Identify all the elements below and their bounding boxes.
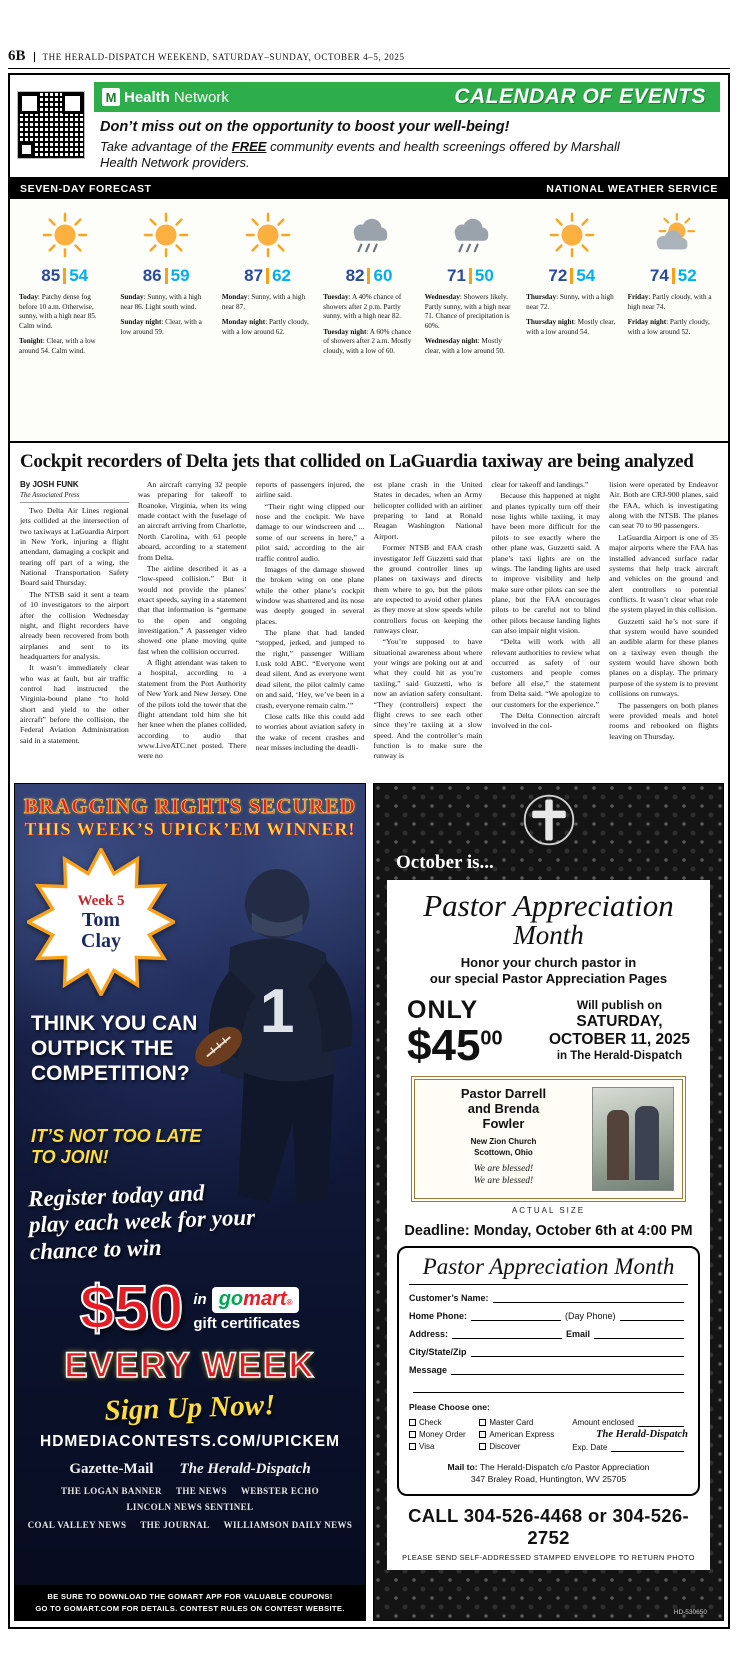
- forecast-text: [222, 293, 313, 312]
- newspaper-logo: Gazette-Mail: [69, 1461, 154, 1477]
- forecast-detail: : Sunny, with a high near 87.: [221, 293, 306, 311]
- honor-line: our special Pastor Appreciation Pages: [429, 971, 668, 987]
- article-paragraph: Former NTSB and FAA crash investigator Jeff Guzzetti said that the ground controller lines up planes on taxiways and directs them where to go, but the pilots are expected to avoid other planes as they move at slow speeds while controllers focus on keeping the runways clear.: [373, 543, 483, 636]
- low-temp: 54: [576, 266, 596, 285]
- forecast-label: Sunday night: [120, 318, 162, 327]
- payment-label: Money Order: [419, 1430, 466, 1440]
- high-temp: 71: [447, 266, 466, 285]
- winner-text: [27, 848, 175, 996]
- health-ad-text: [94, 112, 720, 172]
- forecast-text: [120, 293, 211, 312]
- article-paragraph: est plane crash in the United States in decades, when an Army helicopter collided with an airliner preparing to land at Ronald Reagan Washington National Airport.: [373, 480, 483, 541]
- newspaper-logo: The Herald-Dispatch: [179, 1461, 311, 1477]
- forecast-detail: : Mostly clear, with a low around 54.: [526, 318, 616, 336]
- price-block: [407, 995, 503, 1070]
- qr-code: [18, 92, 84, 158]
- byline: By JOSH FUNK: [20, 480, 79, 489]
- script-line: chance to win: [29, 1234, 162, 1265]
- forecast-label: Monday: [221, 293, 248, 302]
- forecast-label: Friday: [627, 293, 649, 302]
- free-highlight: FREE: [231, 139, 267, 154]
- high-temp: 85: [41, 266, 61, 285]
- newspaper-logo: THE JOURNAL: [140, 1520, 210, 1530]
- amount-enclosed-row: [572, 1418, 688, 1427]
- sun-icon: [222, 209, 313, 261]
- forecast-label: Tuesday: [323, 293, 349, 302]
- checkbox: [409, 1419, 416, 1426]
- payment-choose-label: Please Choose one:: [409, 1402, 490, 1413]
- payment-label: Master Card: [489, 1418, 534, 1428]
- form-field-city: [409, 1347, 688, 1357]
- article-paragraph: The NTSB said it sent a team of 10 investigators to the airport after the collision Wednesday night, and flight recorders have already been recovered from both airplanes and sent to its headquarters for analysis.: [20, 589, 129, 661]
- temp-divider: [570, 268, 573, 284]
- in-label: in: [193, 1291, 207, 1308]
- form-title: Pastor Appreciation Month: [409, 1254, 688, 1285]
- mail-to-text: [409, 1461, 688, 1485]
- article-paragraph: reports of passengers injured, the airline said.: [255, 480, 365, 500]
- message-input-line-2: [413, 1383, 684, 1393]
- qr-finder: [19, 142, 34, 157]
- high-temp: 82: [345, 266, 365, 285]
- article-column: [138, 480, 247, 763]
- upickem-ad: [14, 783, 366, 1621]
- page-frame: [8, 73, 730, 1629]
- forecast-days: [10, 199, 728, 441]
- high-temp: 72: [548, 266, 568, 285]
- checkbox: [479, 1443, 486, 1450]
- sample-text: [423, 1087, 584, 1191]
- message-input-line: [451, 1365, 684, 1375]
- every-week-text: EVERY WEEK: [64, 1346, 316, 1385]
- email-input-line: [594, 1329, 684, 1339]
- newspaper-logo: THE LOGAN BANNER: [61, 1486, 162, 1496]
- article-paragraph: Because this happened at night and planes typically turn off their nose lights while taxiing, it may have been more difficult for the pilots to see exactly where the other plane was, Guzzetti said. A plane’s taxi lights are on the wings. The landing lights are used to improve visibility and help make sure other pilots can see the plane, but the FAA encourages pilots to be careful not to blind other pilots because landing lights can also impair night vision.: [491, 491, 601, 636]
- registered-mark: ®: [286, 1297, 293, 1307]
- newspaper-logo: WILLIAMSON DAILY NEWS: [223, 1520, 353, 1530]
- high-temp: 86: [142, 266, 162, 285]
- not-too-late-text: IT’S NOT TOO LATE TO JOIN!: [31, 1126, 202, 1167]
- forecast-text: [425, 337, 516, 356]
- health-ad-banner: [94, 82, 720, 112]
- newspaper-logo: WEBSTER ECHO: [240, 1486, 319, 1496]
- sun-icon: [120, 209, 211, 261]
- temperatures: [526, 265, 617, 287]
- health-wordmark: Health: [124, 88, 170, 106]
- home-phone-input-line: [471, 1311, 561, 1321]
- form-field-message: [409, 1365, 688, 1375]
- temp-divider: [367, 268, 370, 284]
- sample-name-line: Pastor Darrell: [460, 1086, 547, 1102]
- rain-icon: [323, 209, 414, 261]
- body-text: Take advantage of the: [100, 139, 232, 154]
- prize-row: [15, 1274, 365, 1343]
- pastor-ad-content: [387, 880, 710, 1570]
- article-paragraph: Close calls like this could add to worries about aviation safety in the wake of recent crashes and near misses including the deadli-: [255, 711, 365, 752]
- field-label: City/State/Zip: [409, 1347, 467, 1358]
- high-temp: 87: [244, 266, 264, 285]
- payment-option-visa: [409, 1442, 473, 1451]
- pastor-couple-photo: [592, 1087, 674, 1191]
- article-columns: [20, 480, 718, 763]
- article-column: [491, 480, 600, 763]
- partly-cloudy-icon: [628, 209, 719, 261]
- news-agency: The Associated Press: [20, 491, 129, 503]
- forecast-detail: : A 60% chance of showers after 2 a.m. Mostly cloudy, with a low of 60.: [323, 327, 412, 355]
- calendar-of-events-title: CALENDAR OF EVENTS: [454, 85, 706, 108]
- form-field-address: [409, 1329, 688, 1339]
- checkbox: [409, 1431, 416, 1438]
- cross-icon: [374, 784, 723, 848]
- address-input-line: [452, 1329, 562, 1339]
- article-paragraph: LaGuardia Airport is one of 35 major airports where the FAA has installed advanced surface radar systems that help track aircraft and vehicles on the ground and alert controllers to potential conflicts. It wasn’t clear what role the system played in this collision.: [609, 532, 718, 615]
- pastor-appreciation-title: [397, 890, 700, 949]
- temp-divider: [672, 268, 675, 284]
- order-form: [397, 1246, 700, 1495]
- sample-ad-box: [411, 1076, 686, 1202]
- sample-church-line: New Zion Church: [470, 1137, 537, 1147]
- contest-url: HDMEDIACONTESTS.COM/UPICKEM: [40, 1433, 340, 1450]
- customer-name-input-line: [493, 1293, 684, 1303]
- low-temp: 59: [170, 266, 190, 285]
- sample-name-line: Fowler: [482, 1116, 525, 1132]
- weather-source: NATIONAL WEATHER SERVICE: [546, 183, 718, 195]
- network-wordmark: Network: [173, 88, 229, 106]
- forecast-label: Today: [19, 293, 38, 302]
- amount-label: Amount enclosed: [572, 1418, 635, 1428]
- forecast-detail: : Sunny, with a high near 86. Light south wind.: [120, 293, 202, 311]
- footer-line: GO TO GOMART.COM FOR DETAILS. CONTEST RULES ON CONTEST WEBSITE.: [35, 1603, 345, 1613]
- form-field-home-phone: [409, 1311, 688, 1321]
- forecast-detail: : Partly cloudy, with a low around 62.: [221, 318, 309, 336]
- payment-column: [409, 1415, 473, 1452]
- article-column: [20, 480, 129, 763]
- article-paragraph: Images of the damage showed the broken wing on one plane while the other plane’s cockpit window was shattered and its nose was deeply gouged in several places.: [255, 564, 365, 626]
- temperatures: [120, 265, 211, 287]
- forecast-day-today: [14, 209, 115, 429]
- article-headline: Cockpit recorders of Delta jets that collided on LaGuardia taxiway are being analyzed: [20, 451, 694, 472]
- mail-to-label: Mail to:: [447, 1462, 478, 1473]
- advertisements-row: [10, 779, 728, 1627]
- temp-divider: [63, 268, 66, 284]
- article-paragraph: The Delta Connection aircraft involved in the col-: [491, 710, 601, 731]
- payment-column: [479, 1415, 566, 1452]
- forecast-label: Tonight: [19, 337, 43, 346]
- page-header: [8, 48, 730, 69]
- health-ad-body: [100, 139, 660, 172]
- payment-option-amex: [479, 1430, 566, 1439]
- payment-option-mastercard: [479, 1418, 566, 1427]
- day-phone-input-line: [620, 1311, 684, 1321]
- price-dollars: $45: [407, 1020, 481, 1070]
- forecast-detail: : Clear, with a low around 59.: [120, 318, 202, 336]
- payment-options: [409, 1415, 688, 1452]
- script-line: Register today and: [27, 1180, 205, 1212]
- forecast-text: [323, 293, 414, 322]
- temperatures: [628, 265, 719, 287]
- news-article: [10, 443, 728, 779]
- sample-message-line: We are blessed!: [473, 1164, 534, 1175]
- only-label: ONLY: [407, 995, 479, 1024]
- ad-code: HD-530650: [673, 1609, 707, 1616]
- low-temp: 50: [474, 266, 494, 285]
- body-text: community events and health screenings offered by Marshall Health Network providers.: [100, 139, 620, 171]
- health-ad-headline: Don’t miss out on the opportunity to boost your well-being!: [100, 119, 510, 135]
- gomart-footer-bar: [15, 1585, 365, 1620]
- high-temp: 74: [649, 266, 669, 285]
- city-input-line: [471, 1347, 684, 1357]
- temp-divider: [469, 268, 472, 284]
- publish-info: [549, 998, 690, 1063]
- outpick-competition-text: THINK YOU CAN OUTPICK THE COMPETITION?: [31, 1012, 198, 1085]
- forecast-detail: : Sunny, with a high near 72.: [526, 293, 614, 311]
- article-paragraph: “You’re supposed to have situational awareness about where your wings are poking out at and what they could hit as you’re taxiing,” said Guzzetti, who is now an aviation safety consultant. “They (controllers) expect the flight crews to see each other since they’re taxiing at a slow speed. And the controller’s main function is to make sure the runway is: [373, 637, 483, 761]
- low-temp: 60: [373, 266, 393, 285]
- exp-input-line: [611, 1444, 684, 1452]
- article-column: [609, 480, 718, 763]
- forecast-text: [19, 337, 110, 356]
- marshall-m-icon: M: [102, 88, 120, 106]
- honor-line: Honor your church pastor in: [460, 955, 637, 971]
- article-paragraph: An aircraft carrying 32 people was preparing for takeoff to Roanoke, Virginia, when its wing made contact with the fuselage of an aircraft arriving from Charlotte, North Carolina, with 61 people aboard, according to a statement from Delta.: [137, 480, 247, 562]
- day-phone-label: (Day Phone): [565, 1311, 616, 1322]
- payment-label: Check: [419, 1418, 442, 1428]
- field-label: Customer’s Name:: [409, 1293, 489, 1304]
- payment-option-discover: [479, 1442, 566, 1451]
- forecast-text: [526, 318, 617, 337]
- deadline-text: Deadline: Monday, October 6th at 4:00 PM: [404, 1223, 693, 1240]
- forecast-text: [120, 318, 211, 337]
- payment-label: American Express: [489, 1430, 555, 1440]
- checkbox: [479, 1419, 486, 1426]
- forecast-text: [628, 293, 719, 312]
- forecast-label: Wednesday: [424, 293, 460, 302]
- forecast-day-friday: [623, 209, 724, 429]
- low-temp: 52: [677, 266, 697, 285]
- sun-icon: [19, 209, 110, 261]
- sample-message-line: We are blessed!: [473, 1176, 534, 1187]
- forecast-text: [526, 293, 617, 312]
- forecast-detail: : A 40% chance of showers after 2 p.m. Partly sunny, with a high near 82.: [323, 293, 402, 321]
- sign-up-now-text: Sign Up Now!: [104, 1389, 276, 1427]
- forecast-title: SEVEN-DAY FORECAST: [20, 183, 152, 195]
- article-paragraph: A flight attendant was taken to a hospital, according to a statement from the Port Authority of New York and New Jersey. One of the pilots told the tower that the flight attendant told him she hit her knee when the planes collided, according to audio that www.LiveATC.net posted. There were no: [137, 658, 247, 761]
- forecast-label: Monday night: [221, 318, 266, 327]
- page-number: 6B: [8, 48, 26, 64]
- article-paragraph: clear for takeoff and landings.”: [491, 480, 589, 489]
- call-phone-numbers: CALL 304-526-4468 or 304-526-2752: [408, 1504, 689, 1548]
- forecast-label: Friday night: [627, 318, 667, 327]
- forecast-label: Thursday night: [526, 318, 574, 327]
- temperatures: [425, 265, 516, 287]
- forecast-day-sunday: [115, 209, 216, 429]
- forecast-text: [19, 293, 110, 331]
- article-paragraph: “Their right wing clipped our nose and the cockpit. We have damage to our windscreen and ... some of our screens in here,” a pilot said, according to the air traffic control audio.: [255, 501, 365, 563]
- upickem-winner-headline: THIS WEEK’S UPICK’EM WINNER!: [24, 819, 356, 839]
- prize-amount: $50: [79, 1274, 184, 1343]
- article-paragraph: Guzzetti said he’s not sure if that system would have sounded an audible alarm for these planes on a taxiway even though the system would have shown both planes on a display. The primary purpose of the system is to prevent collisions on runways.: [609, 616, 718, 699]
- low-temp: 62: [272, 266, 291, 285]
- newspaper-logos: [15, 1461, 365, 1530]
- field-label: Home Phone:: [409, 1311, 468, 1322]
- temperatures: [222, 265, 313, 287]
- payment-label: Visa: [419, 1442, 435, 1452]
- forecast-header-bar: [10, 179, 728, 199]
- field-label: Email: [565, 1329, 590, 1340]
- sample-name-line: and Brenda: [467, 1101, 540, 1117]
- winner-first-name: Tom: [81, 908, 121, 931]
- gomart-mart: mart: [243, 1287, 287, 1310]
- article-paragraph: “Delta will work with all relevant authorities to review what occurred as safety of our customers and people comes before all else,” the statement from Delta said. “We apologize to our customers for the experience.”: [491, 637, 601, 709]
- bragging-rights-headline: BRAGGING RIGHTS SECURED: [23, 794, 357, 818]
- october-is-text: October is...: [396, 852, 494, 873]
- week-number: Week 5: [77, 892, 125, 909]
- masthead: THE HERALD-DISPATCH WEEKEND, SATURDAY–SUNDAY, OCTOBER 4–5, 2025: [34, 52, 405, 62]
- form-field-customer-name: [409, 1293, 688, 1303]
- sample-church-line: Scottown, Ohio: [474, 1147, 533, 1157]
- temperatures: [19, 265, 110, 287]
- forecast-day-thursday: [521, 209, 622, 429]
- forecast-detail: : Mostly clear, with a low around 50.: [424, 337, 505, 355]
- forecast-text: [222, 318, 313, 337]
- article-paragraph: lision were operated by Endeavor Air. Both are CRJ-900 planes, said the FAA, which is investigating along with the NTSB. The planes can seat 70 to 90 passengers.: [609, 480, 718, 531]
- gomart-logo: [212, 1287, 300, 1313]
- script-line: play each week for your: [28, 1204, 256, 1238]
- forecast-detail: : Clear, with a low around 54. Calm wind.: [19, 337, 96, 355]
- health-ad-content: [94, 82, 720, 170]
- field-label: Address:: [409, 1329, 449, 1340]
- temperatures: [323, 265, 414, 287]
- payment-label: Discover: [489, 1442, 521, 1452]
- payment-option-check: [409, 1418, 473, 1427]
- temp-divider: [165, 268, 168, 284]
- mail-address-line: 347 Braley Road, Huntington, WV 25705: [470, 1474, 627, 1485]
- title-line: Pastor Appreciation: [423, 888, 674, 923]
- forecast-label: Tuesday night: [323, 327, 367, 336]
- forecast-text: [323, 328, 414, 357]
- herald-dispatch-logo: The Herald-Dispatch: [596, 1429, 688, 1441]
- payment-amount-column: [572, 1415, 688, 1452]
- newspaper-logo: THE NEWS: [175, 1486, 227, 1496]
- forecast-detail: : Showers likely. Partly sunny, with a high near 71. Chance of precipitation is 60%.: [424, 293, 511, 330]
- article-paragraph: The airline described it as a “low-speed collision.” But it would not provide the planes’ exact speeds, saying in a statement that that information is “germane to the open and ongoing investigation.” A passenger video showed one plane moving quite fast when the collision occurred.: [137, 563, 247, 656]
- mail-address-line: The Herald-Dispatch c/o Pastor Appreciation: [477, 1462, 650, 1473]
- rain-icon: [425, 209, 516, 261]
- forecast-day-monday: [217, 209, 318, 429]
- forecast-label: Thursday: [526, 293, 557, 302]
- health-network-logo: [102, 88, 229, 106]
- field-label: Message: [409, 1365, 448, 1376]
- publish-line: in The Herald-Dispatch: [556, 1049, 683, 1062]
- forecast-detail: : Partly cloudy, with a low around 52.: [627, 318, 710, 336]
- gift-certificates-label: gift certificates: [193, 1314, 301, 1332]
- sun-icon: [526, 209, 617, 261]
- gomart-go: go: [218, 1287, 244, 1310]
- winner-star-burst: [27, 848, 175, 996]
- publish-line: Will publish on: [576, 998, 663, 1013]
- honor-text: [397, 955, 700, 988]
- checkbox: [409, 1443, 416, 1450]
- forecast-detail: : Partly cloudy, with a high near 74.: [627, 293, 712, 311]
- gomart-column: [193, 1287, 300, 1332]
- forecast-text: [425, 293, 516, 331]
- forecast-label: Wednesday night: [424, 337, 478, 346]
- payment-option-money-order: [409, 1430, 473, 1439]
- low-temp: 54: [69, 266, 89, 285]
- jersey-number: 1: [259, 976, 295, 1047]
- forecast-detail: : Patchy dense fog before 10 a.m. Otherwise, sunny, with a high near 85. Calm wind.: [19, 293, 97, 330]
- upickem-stage: [15, 844, 365, 1276]
- checkbox: [479, 1431, 486, 1438]
- article-paragraph: The plane that had landed “stopped, jerked, and jumped to the right,” passenger William Lusk told ABC. “Everyone went dead silent. And as everyone went dead silent, the pilot calmly came on and said, ‘Hey, we’ve been in a crash, everyone remain calm.’”: [255, 628, 365, 710]
- register-script-text: [28, 1178, 281, 1266]
- forecast-label: Sunday: [120, 293, 144, 302]
- seven-day-forecast: [10, 179, 728, 443]
- newspaper-logo: LINCOLN NEWS SENTINEL: [126, 1502, 254, 1512]
- newspaper-logo: COAL VALLEY NEWS: [27, 1520, 127, 1530]
- health-network-ad: [10, 75, 728, 179]
- price-cents: 00: [480, 1026, 503, 1049]
- sase-note: PLEASE SEND SELF-ADDRESSED STAMPED ENVELOPE TO RETURN PHOTO: [402, 1552, 695, 1562]
- article-paragraph: It wasn’t immediately clear who was at fault, but air traffic control had instructed the Virginia-bound plane “to hold short and yield to the other aircraft” before the collision, the Federal Aviation Administration said in a statement.: [20, 663, 129, 745]
- article-column: [256, 480, 365, 763]
- article-paragraph: Two Delta Air Lines regional jets collided at the intersection of two taxiways at LaGuardia Airport in New York, injuring a flight attendant, damaging a cockpit and tearing off part of a wing, the National Transportation Safety Board said Thursday.: [20, 505, 129, 588]
- article-column: [374, 480, 483, 763]
- publish-line: SATURDAY,: [576, 1012, 663, 1030]
- exp-date-row: [572, 1443, 688, 1452]
- actual-size-caption: ACTUAL SIZE: [511, 1206, 586, 1216]
- temp-divider: [266, 268, 269, 284]
- title-line: Month: [513, 919, 584, 950]
- winner-last-name: Clay: [81, 929, 121, 952]
- article-paragraph: The passengers on both planes were provided meals and hotel rooms and rebooked on flights leaving on Thursday.: [609, 700, 718, 741]
- price-row: [397, 988, 700, 1071]
- forecast-text: [628, 318, 719, 337]
- publish-line: OCTOBER 11, 2025: [548, 1031, 690, 1049]
- pastor-appreciation-ad: [373, 783, 724, 1621]
- forecast-day-wednesday: [420, 209, 521, 429]
- footer-line: BE SURE TO DOWNLOAD THE GOMART APP FOR VALUABLE COUPONS!: [47, 1592, 333, 1602]
- form-blank-line: [409, 1383, 688, 1393]
- exp-label: Exp. Date: [572, 1443, 608, 1453]
- amount-input-line: [638, 1419, 684, 1427]
- forecast-day-tuesday: [318, 209, 419, 429]
